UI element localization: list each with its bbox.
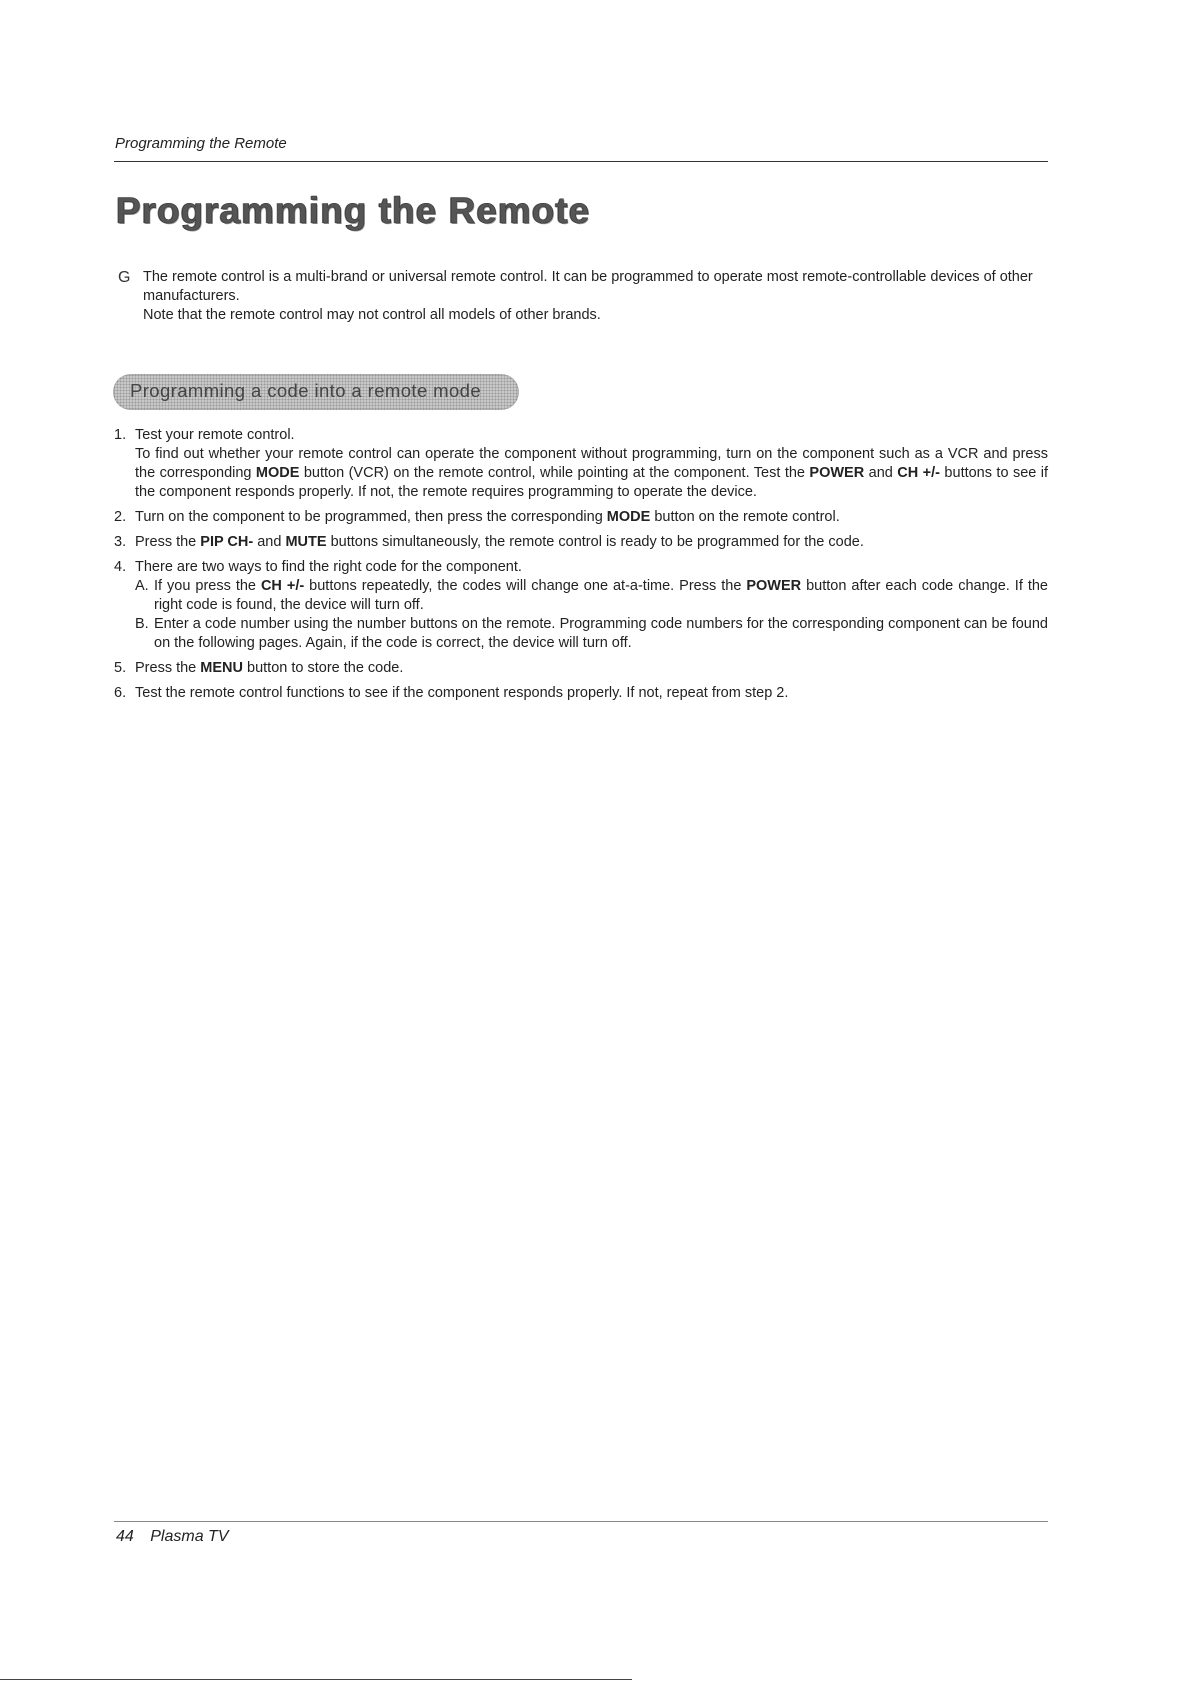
page-title: Programming the Remote <box>116 190 591 231</box>
sub-step-letter: B. <box>135 616 149 632</box>
step-number: 1. <box>114 427 127 443</box>
running-header: Programming the Remote <box>115 135 287 152</box>
step-text: If you press the <box>154 578 261 594</box>
step-body <box>135 684 1048 703</box>
step-text: Turn on the component to be programmed, then press the corresponding <box>135 509 607 525</box>
step-number: 5. <box>114 660 127 676</box>
bullet-icon: G <box>118 269 131 286</box>
step-text: Press the <box>135 660 201 676</box>
page-footer <box>116 1528 229 1546</box>
button-name: CH +/- <box>260 578 305 594</box>
step-text: Test the remote control functions to see if the component responds properly. If not, repeat from step 2. <box>135 685 789 701</box>
step-item <box>114 659 1048 678</box>
step-text: buttons to see if the component responds properly. If not, the remote requires programming to operate the device. <box>135 465 1049 500</box>
button-name: PIP CH- <box>200 534 254 550</box>
step-number: 4. <box>114 559 127 575</box>
step-text: and <box>864 465 898 481</box>
step-text: button (VCR) on the remote control, while pointing at the component. Test the <box>299 465 810 481</box>
step-text: button to store the code. <box>242 660 404 676</box>
section-heading: Programming a code into a remote mode <box>130 380 482 401</box>
step-lead: Test your remote control. <box>135 427 295 443</box>
step-text: To find out whether your remote control can operate the component without programming, turn on the component such as a VCR and press the corresponding <box>135 446 1048 481</box>
footer-divider <box>114 1521 1048 1522</box>
step-text: buttons repeatedly, the codes will change one at-a-time. Press the <box>304 578 747 594</box>
step-text: button after each code change. If the right code is found, the device will turn off. <box>154 578 1048 613</box>
step-body <box>135 533 1048 552</box>
step-number: 6. <box>114 685 127 701</box>
header-divider <box>114 161 1048 162</box>
step-text: buttons simultaneously, the remote control is ready to be programmed for the code. <box>326 534 864 550</box>
step-detail <box>135 445 1048 502</box>
step-lead: There are two ways to find the right code for the component. <box>135 559 522 575</box>
step-number: 2. <box>114 509 127 525</box>
button-name: CH +/- <box>897 465 940 481</box>
steps-list <box>114 426 1048 709</box>
step-body <box>135 508 1048 527</box>
step-text: and <box>253 534 286 550</box>
product-name: Plasma TV <box>150 1528 229 1545</box>
step-item <box>114 508 1048 527</box>
button-name: MODE <box>606 509 651 525</box>
button-name: MENU <box>200 660 243 676</box>
button-name: POWER <box>746 578 802 594</box>
step-text: Press the <box>135 534 201 550</box>
button-name: MODE <box>255 465 300 481</box>
step-text: button on the remote control. <box>650 509 840 525</box>
section-heading-badge <box>113 374 519 410</box>
intro-line-2: Note that the remote control may not control all models of other brands. <box>143 307 601 323</box>
page-number: 44 <box>116 1528 134 1545</box>
intro-line-1: The remote control is a multi-brand or universal remote control. It can be programmed to operate most remote-controllable devices of other manufacturers. <box>143 269 1033 304</box>
step-item <box>114 533 1048 552</box>
step-item <box>114 684 1048 703</box>
step-body <box>135 659 1048 678</box>
step-item <box>114 426 1048 502</box>
scan-edge-line <box>0 1679 632 1680</box>
sub-step <box>135 577 1048 615</box>
sub-step <box>135 615 1048 653</box>
step-text: Enter a code number using the number buttons on the remote. Programming code numbers for the corresponding component can be found on the following pages. Again, if the code is correct, the device will turn off. <box>154 616 1048 651</box>
intro-note <box>118 268 1048 325</box>
button-name: MUTE <box>285 534 327 550</box>
step-item <box>114 558 1048 653</box>
step-number: 3. <box>114 534 127 550</box>
sub-step-letter: A. <box>135 578 149 594</box>
button-name: POWER <box>809 465 865 481</box>
